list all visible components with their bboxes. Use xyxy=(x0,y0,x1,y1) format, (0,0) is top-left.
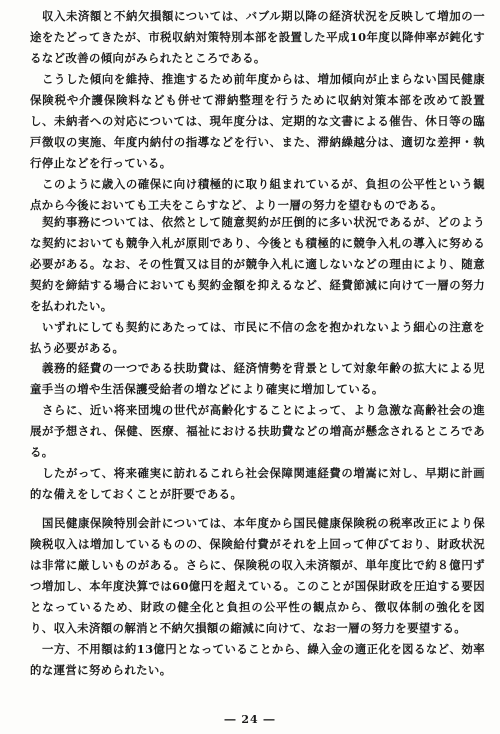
paragraph: 一方、不用額は約13億円となっていることから、繰入金の適正化を図るなど、効率的な運営に努められたい。 xyxy=(30,642,485,677)
paragraph: このように歳入の確保に向け積極的に取り組まれているが、負担の公平性という観点から今後においても工夫をこらすなど、より一層の努力を望むものである。 xyxy=(30,177,485,212)
paragraph: 契約事務については、依然として随意契約が圧倒的に多い状況であるが、どのような契約においても競争入札が原則であり、今後とも積極的に競争入札の導入に努める必要がある。なお、その性質又は目的が競争入札に適しないなどの理由により、随意契約を締結する場合においても契約金額を抑えるなど、経費節減に向けて一層の努力を払われたい。 xyxy=(30,215,485,313)
page-number: ― 24 ― xyxy=(224,713,276,726)
section-contracts xyxy=(30,212,485,359)
paragraph: さらに、近い将来団塊の世代が高齢化することによって、より急激な高齢社会の進展が予想され、保健、医療、福祉における扶助費などの増高が懸念されるところである。 xyxy=(30,403,485,459)
paragraph: いずれにしても契約にあたっては、市民に不信の念を抱かれないよう細心の注意を払う必要がある。 xyxy=(30,320,485,355)
paragraph: したがって、将来確実に訪れるこれら社会保障関連経費の増嵩に対し、早期に計画的な備えをしておくことが肝要である。 xyxy=(30,466,485,501)
section-revenue-collection xyxy=(30,6,485,216)
paragraph: 義務的経費の一つである扶助費は、経済情勢を背景として対象年齢の拡大による児童手当の増や生活保護受給者の増などにより確実に増加している。 xyxy=(30,361,485,396)
paragraph: 国民健康保険特別会計については、本年度から国民健康保険税の税率改正により保険税収入は増加しているものの、保険給付費がそれを上回って伸びており、財政状況は非常に厳しいものがある。さらに、保険税の収入未済額が、単年度比で約８億円ずつ増加し、本年度決算では60億円を超えている。このことが国保財政を圧迫する要因となっているため、財政の健全化と負担の公平性の観点から、徴収体制の強化を図り、収入未済額の解消と不納欠損額の縮減に向けて、なお一層の努力を要望する。 xyxy=(30,516,485,635)
section-assistance-costs xyxy=(30,358,485,505)
paragraph: こうした傾向を維持、推進するため前年度からは、増加傾向が止まらない国民健康保険税や介護保険料なども併せて滞納整理を行うために収納対策本部を改めて設置し、未納者への対応については、現年度分は、定期的な文書による催告、休日等の臨戸徴収の実施、年度内納付の指導などを行い、また、滞納繰越分は、適切な差押・執行停止などを行っている。 xyxy=(30,72,485,170)
paragraph: 収入未済額と不納欠損額については、バブル期以降の経済状況を反映して増加の一途をたどってきたが、市税収納対策特別本部を設置した平成10年度以降伸率が鈍化するなど改善の傾向がみられたところである。 xyxy=(30,9,485,65)
section-national-health-insurance xyxy=(30,513,485,681)
